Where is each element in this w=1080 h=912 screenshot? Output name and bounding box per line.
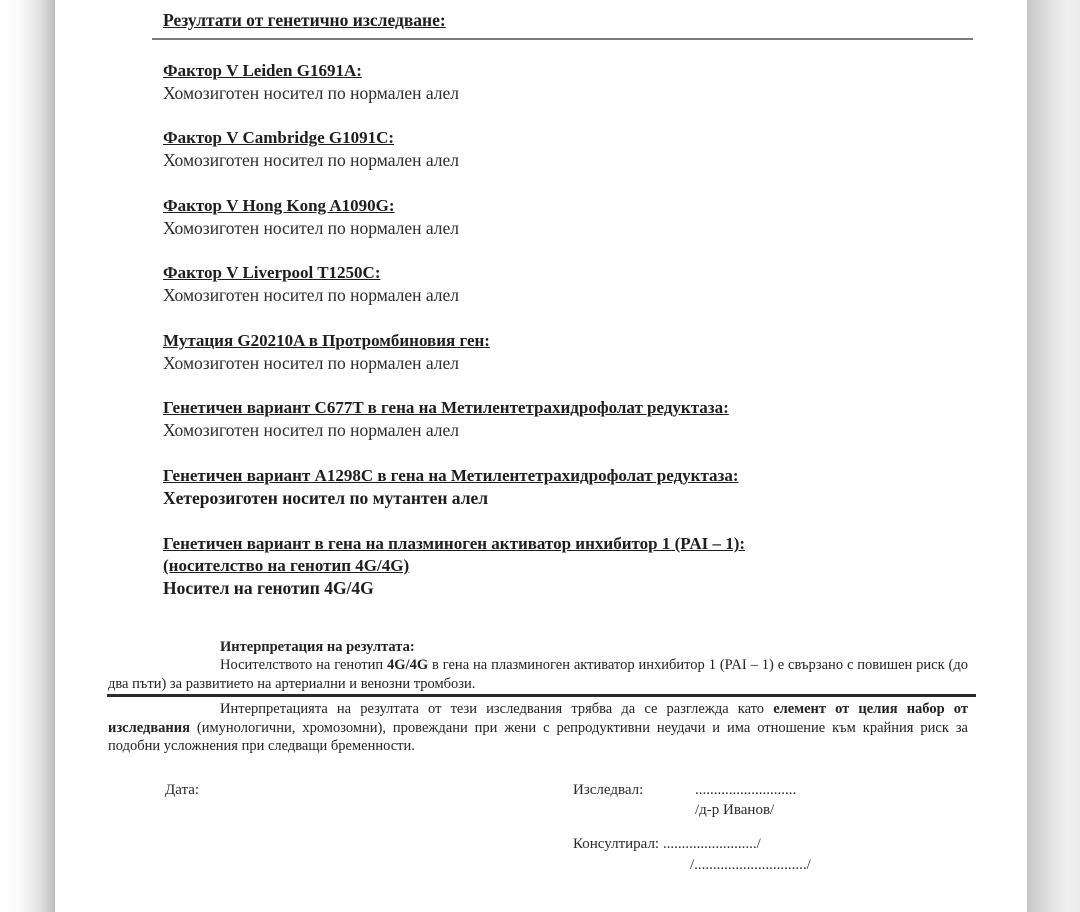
interpretation-paragraph-1 — [108, 656, 968, 693]
result-value: Хомозиготен носител по нормален алел — [163, 420, 460, 440]
result-block — [163, 397, 729, 441]
result-block — [163, 127, 459, 171]
result-title: Генетичен вариант A1298C в гена на Метилентетрахидрофолат редуктаза: — [163, 466, 739, 485]
examiner-label: Изследвал: — [573, 782, 644, 798]
examiner-signature-dots: ........................... — [695, 782, 797, 798]
result-block — [163, 533, 745, 599]
result-value: Хетерозиготен носител по мутантен алел — [163, 488, 489, 508]
result-block — [163, 262, 459, 306]
consultant-signature-dots-2: /............................../ — [690, 857, 811, 873]
result-title: Фактор V Hong Kong A1090G: — [163, 196, 395, 215]
result-block — [163, 60, 459, 104]
result-value: Хомозиготен носител по нормален алел — [163, 218, 460, 238]
page-title: Резултати от генетично изследване: — [163, 10, 446, 30]
title-rule — [152, 10, 973, 40]
result-title: Мутация G20210A в Протромбиновия ген: — [163, 331, 490, 350]
result-subtitle: (носителство на генотип 4G/4G) — [163, 556, 410, 575]
result-title: Фактор V Leiden G1691A: — [163, 61, 362, 80]
result-value: Хомозиготен носител по нормален алел — [163, 353, 460, 373]
interp-p2-text-cont: (имунологични, хромозомни), провеждани при жени с репродуктивни неудачи и има отношение към крайния риск за подобни усложнения при следващи бременности. — [108, 719, 968, 754]
consultant-signature-dots: .........................​/ — [662, 836, 761, 852]
result-title: Генетичен вариант C677T в гена на Метилентетрахидрофолат редуктаза: — [163, 398, 729, 417]
interpretation-heading: Интерпретация на резултата: — [220, 639, 415, 655]
interpretation-paragraph-2 — [108, 700, 968, 756]
separator-line — [107, 694, 976, 697]
interp-p1-text: Носителството на генотип — [220, 657, 388, 673]
result-title: Фактор V Liverpool T1250C: — [163, 263, 381, 282]
result-block — [163, 195, 459, 239]
left-scan-shadow — [0, 0, 55, 912]
examiner-name: /д-р Иванов/ — [695, 802, 775, 818]
interp-p1-text-cont: в гена на плазминоген активатор инхибитор 1 (PAI – 1) е свързано с повишен риск (до два пъти) за развитието на артериални и венозни тромбози. — [108, 657, 969, 692]
consultant-label: Консултирал: — [573, 836, 660, 852]
interp-p2-text: Интерпретацията на резултата от тези изследвания трябва да се разглежда като — [220, 701, 774, 717]
result-title: Фактор V Cambridge G1091C: — [163, 128, 395, 147]
result-value: Хомозиготен носител по нормален алел — [163, 83, 460, 103]
result-value: Носител на генотип 4G/4G — [163, 578, 374, 598]
result-value: Хомозиготен носител по нормален алел — [163, 150, 460, 170]
result-block — [163, 330, 490, 374]
result-value: Хомозиготен носител по нормален алел — [163, 285, 460, 305]
date-label: Дата: — [165, 782, 200, 798]
consultant-line — [573, 835, 761, 854]
result-title: Генетичен вариант в гена на плазминоген активатор инхибитор 1 (PAI – 1): — [163, 534, 746, 553]
interp-p2-bold-phrase: елемент от целия набор от изследвания — [108, 701, 968, 736]
result-block — [163, 465, 739, 509]
interp-p1-bold-genotype: 4G/4G — [387, 657, 429, 673]
right-scan-shadow — [1027, 0, 1080, 912]
